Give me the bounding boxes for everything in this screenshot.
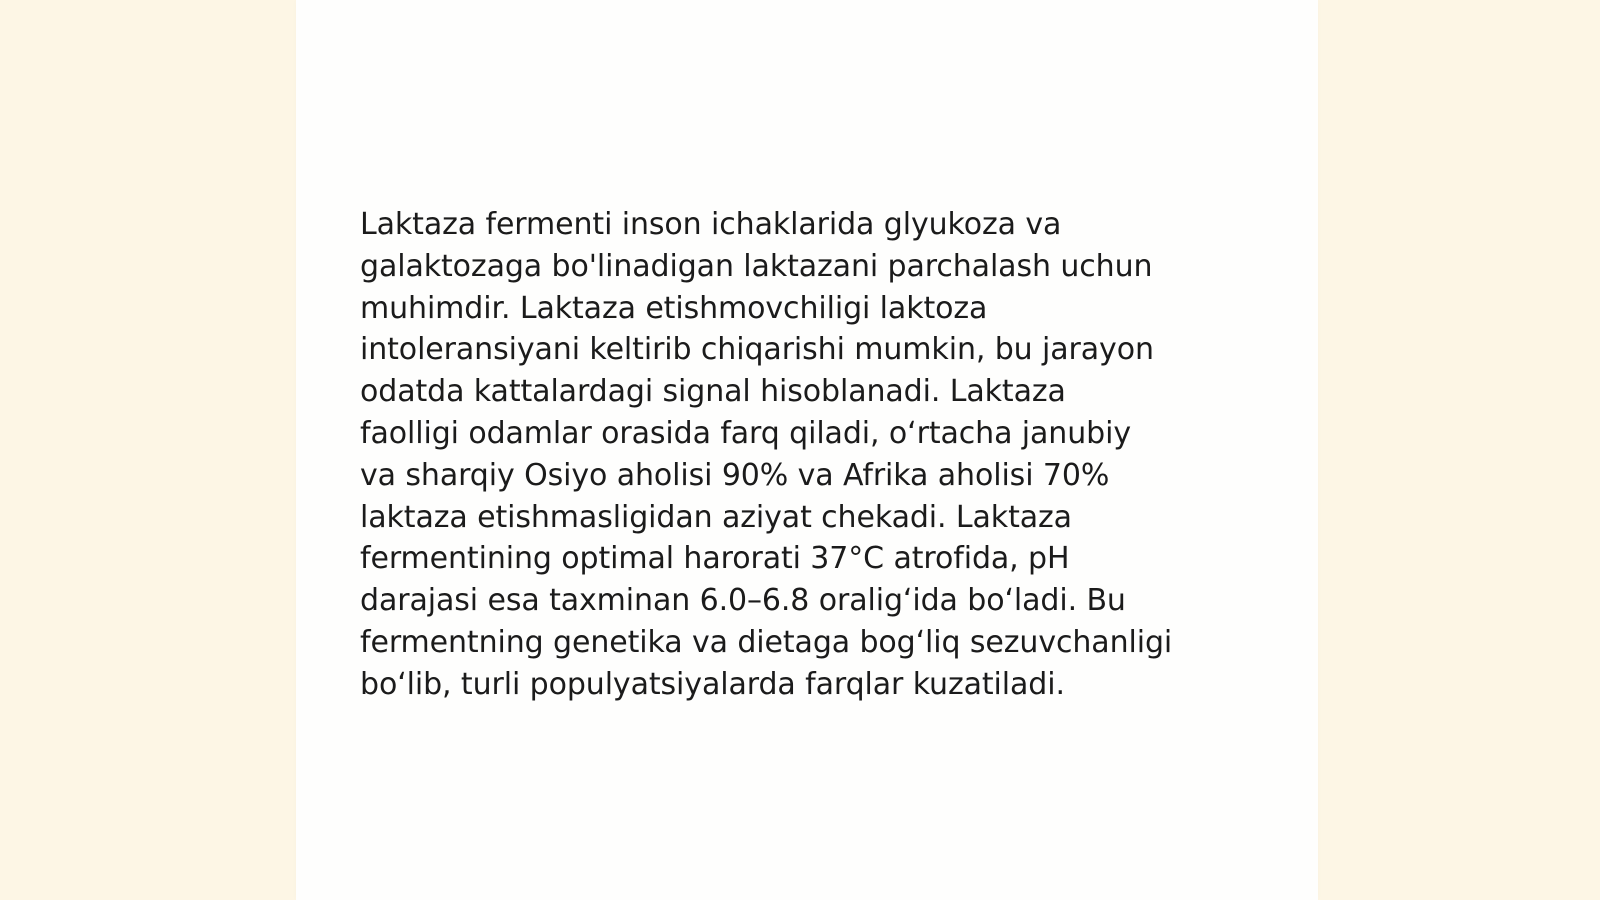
paragraph-line-10: darajasi esa taxminan 6.0–6.8 oraligʻida boʻladi. Bu <box>360 583 1126 619</box>
paragraph-line-6: faolligi odamlar orasida farq qiladi, oʻrtacha janubiy <box>360 415 1131 451</box>
paragraph-line-7: va sharqiy Osiyo aholisi 90% va Afrika aholisi 70% <box>360 457 1110 493</box>
paragraph-line-4: intoleransiyani keltirib chiqarishi mumkin, bu jarayon <box>360 332 1154 368</box>
paragraph-line-3: muhimdir. Laktaza etishmovchiligi laktoza <box>360 290 988 326</box>
paragraph-line-8: laktaza etishmasligidan aziyat chekadi. Laktaza <box>360 499 1072 535</box>
document-page <box>296 0 1318 900</box>
paragraph-line-12: boʻlib, turli populyatsiyalarda farqlar kuzatiladi. <box>360 666 1065 702</box>
paragraph-line-5: odatda kattalardagi signal hisoblanadi. Laktaza <box>360 374 1066 410</box>
paragraph-line-1: Laktaza fermenti inson ichaklarida glyukoza va <box>360 207 1062 242</box>
paragraph-line-11: fermentning genetika va dietaga bogʻliq sezuvchanligi <box>360 624 1173 660</box>
paragraph-line-2: galaktozaga bo'linadigan laktazani parchalash uchun <box>360 248 1153 284</box>
body-paragraph <box>360 204 1260 706</box>
paragraph-line-9: fermentining optimal harorati 37°C atrofida, pH <box>360 541 1070 577</box>
